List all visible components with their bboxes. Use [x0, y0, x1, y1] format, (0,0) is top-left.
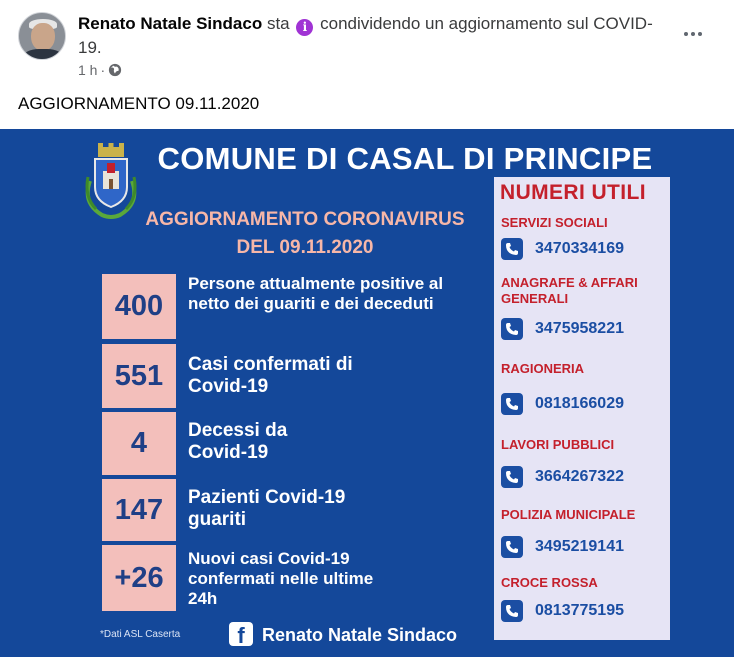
- post-text: AGGIORNAMENTO 09.11.2020: [18, 94, 260, 113]
- stat-value-confirmed: 551: [102, 344, 176, 408]
- more-dot: [691, 32, 695, 36]
- phone-icon: [501, 466, 523, 488]
- service-phone-number: 3470334169: [535, 240, 624, 257]
- activity-text[interactable]: condividendo un aggiornamento sul COVID-19.: [78, 14, 653, 57]
- author-name-link[interactable]: Renato Natale Sindaco: [78, 14, 263, 33]
- poster-title: COMUNE DI CASAL DI PRINCIPE: [157, 141, 653, 176]
- service-phone-number: 0818166029: [535, 395, 624, 412]
- subtitle-line-1: AGGIORNAMENTO CORONAVIRUS: [145, 209, 465, 230]
- post-header-line: [78, 12, 658, 60]
- stat-value-recovered: 147: [102, 479, 176, 541]
- service-phone-number: 3664267322: [535, 468, 624, 485]
- stat-value-new-cases: +26: [102, 545, 176, 611]
- facebook-icon: f: [229, 622, 253, 646]
- activity-verb: sta: [266, 14, 290, 33]
- phone-icon: [501, 600, 523, 622]
- stat-label-recovered: Pazienti Covid-19 guariti: [188, 487, 346, 530]
- author-avatar[interactable]: [18, 12, 66, 60]
- service-phone-number: 3495219141: [535, 538, 624, 555]
- poster-page-name: Renato Natale Sindaco: [262, 625, 458, 645]
- service-name-social: SERVIZI SOCIALI: [501, 215, 608, 230]
- stat-value-positive: 400: [102, 274, 176, 339]
- service-name-registry: ANAGRAFE & AFFARI GENERALI: [501, 275, 638, 306]
- service-phone-row: [501, 237, 665, 261]
- poster-subtitle: [128, 206, 482, 262]
- stat-label-positive: Persone attualmente positive al netto dei guariti e dei deceduti: [188, 274, 444, 313]
- post-image[interactable]: [0, 129, 734, 657]
- useful-numbers-title: NUMERI UTILI: [500, 181, 646, 204]
- phone-icon: [501, 536, 523, 558]
- service-name-police: POLIZIA MUNICIPALE: [501, 507, 636, 522]
- meta-separator: ·: [100, 62, 106, 78]
- data-source-footnote: *Dati ASL Caserta: [100, 629, 181, 640]
- service-phone-row: [501, 317, 665, 341]
- stat-value-deaths: 4: [102, 412, 176, 475]
- more-dot: [684, 32, 688, 36]
- phone-icon: [501, 393, 523, 415]
- stat-label-deaths: Decessi da Covid-19: [188, 420, 288, 463]
- service-phone-row: [501, 599, 665, 623]
- post-meta: [78, 62, 122, 78]
- service-phone-number: 0813775195: [535, 602, 624, 619]
- info-icon: i: [296, 19, 313, 36]
- phone-icon: [501, 238, 523, 260]
- service-phone-row: [501, 392, 665, 416]
- service-name-red-cross: CROCE ROSSA: [501, 575, 598, 590]
- avatar-face: [31, 23, 55, 51]
- service-phone-number: 3475958221: [535, 320, 624, 337]
- more-dot: [698, 32, 702, 36]
- phone-icon: [501, 318, 523, 340]
- avatar-body: [23, 49, 63, 60]
- service-name-public-works: LAVORI PUBBLICI: [501, 437, 615, 452]
- post-timestamp[interactable]: 1 h: [78, 62, 98, 78]
- subtitle-line-2: DEL 09.11.2020: [236, 237, 374, 258]
- stat-label-new-cases: Nuovi casi Covid-19 confermati nelle ultime 24h: [188, 549, 374, 608]
- service-phone-row: [501, 535, 665, 559]
- useful-numbers-panel: [494, 177, 670, 640]
- globe-icon[interactable]: [108, 63, 122, 77]
- more-options-icon[interactable]: [678, 22, 708, 46]
- stat-label-confirmed: Casi confermati di Covid-19: [188, 354, 353, 397]
- service-name-accounting: RAGIONERIA: [501, 361, 585, 376]
- service-phone-row: [501, 465, 665, 489]
